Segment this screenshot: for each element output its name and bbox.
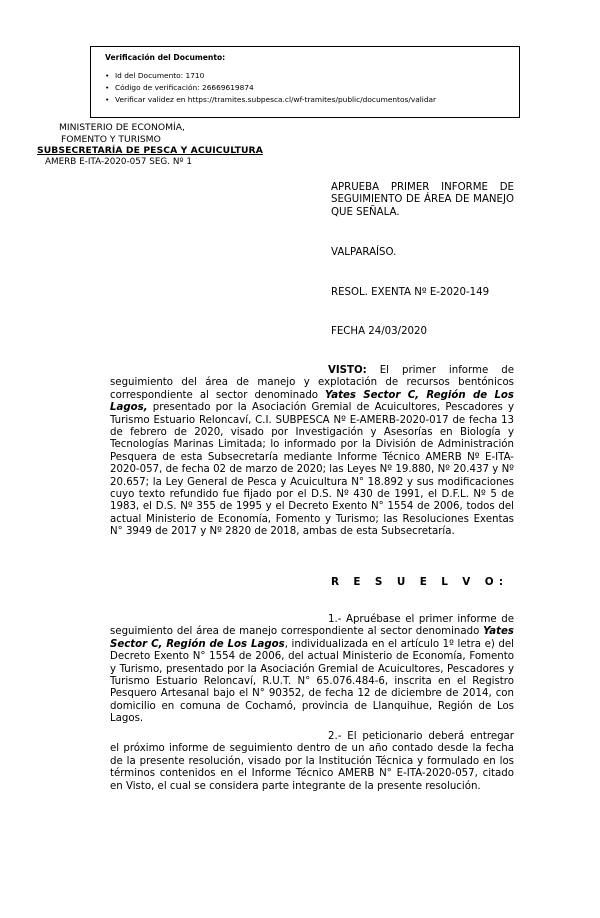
visto-label: VISTO: <box>328 365 367 376</box>
ministry-name: MINISTERIO DE ECONOMÍA, <box>59 122 185 133</box>
document-reference: AMERB E-ITA-2020-057 SEG. Nº 1 <box>45 156 192 167</box>
paragraph-2: 2.- El peticionario deberá entregar el próximo informe de seguimiento dentro de un año contado desde la fecha de la presente resolución, visado por la Institución Técnica y formulado en los términos contenidos en el Informe Técnico AMERB N° E-ITA-2020-057, citado en Visto, el cual se considera parte integrante de la presente resolución. <box>110 731 514 792</box>
letterhead <box>37 122 263 168</box>
summary-line-2: SEGUIMIENTO DE ÁREA DE MANEJO <box>331 194 514 206</box>
subsecretaria-name: SUBSECRETARÍA DE PESCA Y ACUICULTURA <box>37 145 263 156</box>
paragraph-1: 1.- Apruébase el primer informe de seguimiento del área de manejo correspondiente al sector denominado Yates Sector C, Región de Los Lagos, individualizada en el artículo 1º letra e) del Decreto Exento N° 1554 de 2006, del actual Ministerio de Economía, Fomento y Turismo, presentado por la Asociación Gremial de Acuicultores, Pescadores y Turismo Estuario Reloncaví, R.U.T. N° 65.076.484-6, inscrita en el Registro Pesquero Artesanal bajo el N° 90352, de fecha 12 de diciembre de 2014, con domicilio en comuna de Cochamó, provincia de Llanquihue, Región de Los Lagos. <box>110 614 514 725</box>
resuelvo-heading: R E S U E L V O: <box>331 576 509 588</box>
document-summary <box>331 182 514 219</box>
verification-list <box>105 70 511 106</box>
resolution-number: RESOL. EXENTA Nº E-2020-149 <box>331 287 490 298</box>
visto-paragraph: VISTO: El primer informe de seguimiento del área de manejo y explotación de recursos bentónicos correspondiente al sector denominado Yates Sector C, Región de Los Lagos, presentado por la Asociación Gremial de Acuicultores, Pescadores y Turismo Estuario Reloncaví, C.I. SUBPESCA Nº E-AMERB-2020-017 de fecha 13 de febrero de 2020, visado por Investigación y Asesorías en Biología y Tecnologías Marinas Limitada; lo informado por la División de Administración Pesquera de esta Subsecretaría mediante Informe Técnico AMERB Nº E-ITA-2020-057, de fecha 02 de marzo de 2020; las Leyes Nº 19.880, Nº 20.437 y Nº 20.657; la Ley General de Pesca y Acuicultura N° 18.892 y sus modificaciones cuyo texto refundido fue fijado por el D.S. Nº 430 de 1991, el D.F.L. Nº 5 de 1983, el D.S. Nº 355 de 1995 y el Decreto Exento N° 1554 de 2006, todos del actual Ministerio de Economía, Fomento y Turismo; las Resoluciones Exentas N° 3949 de 2017 y Nº 2820 de 2018, ambas de esta Subsecretaría. <box>110 365 514 538</box>
sector-name: Yates Sector C, Región de Los Lagos, <box>110 389 514 414</box>
place: VALPARAÍSO. <box>331 247 397 258</box>
ministry-name-2: FOMENTO Y TURISMO <box>61 133 161 145</box>
verification-code: • Código de verificación: 26669619874 <box>105 82 511 94</box>
validation-link[interactable]: • Verificar validez en https://tramites.subpesca.cl/wf-tramites/public/documentos/validar <box>105 94 511 106</box>
summary-line-1: APRUEBA PRIMER INFORME DE <box>331 182 514 193</box>
summary-line-3: QUE SEÑALA. <box>331 206 400 218</box>
verification-title: Verificación del Documento: <box>105 53 226 62</box>
document-id: • Id del Documento: 1710 <box>105 70 511 82</box>
verification-box <box>90 46 520 118</box>
sector-name-2: Yates Sector C, Región de Los Lagos <box>110 626 514 650</box>
resolution-date: FECHA 24/03/2020 <box>331 326 427 337</box>
